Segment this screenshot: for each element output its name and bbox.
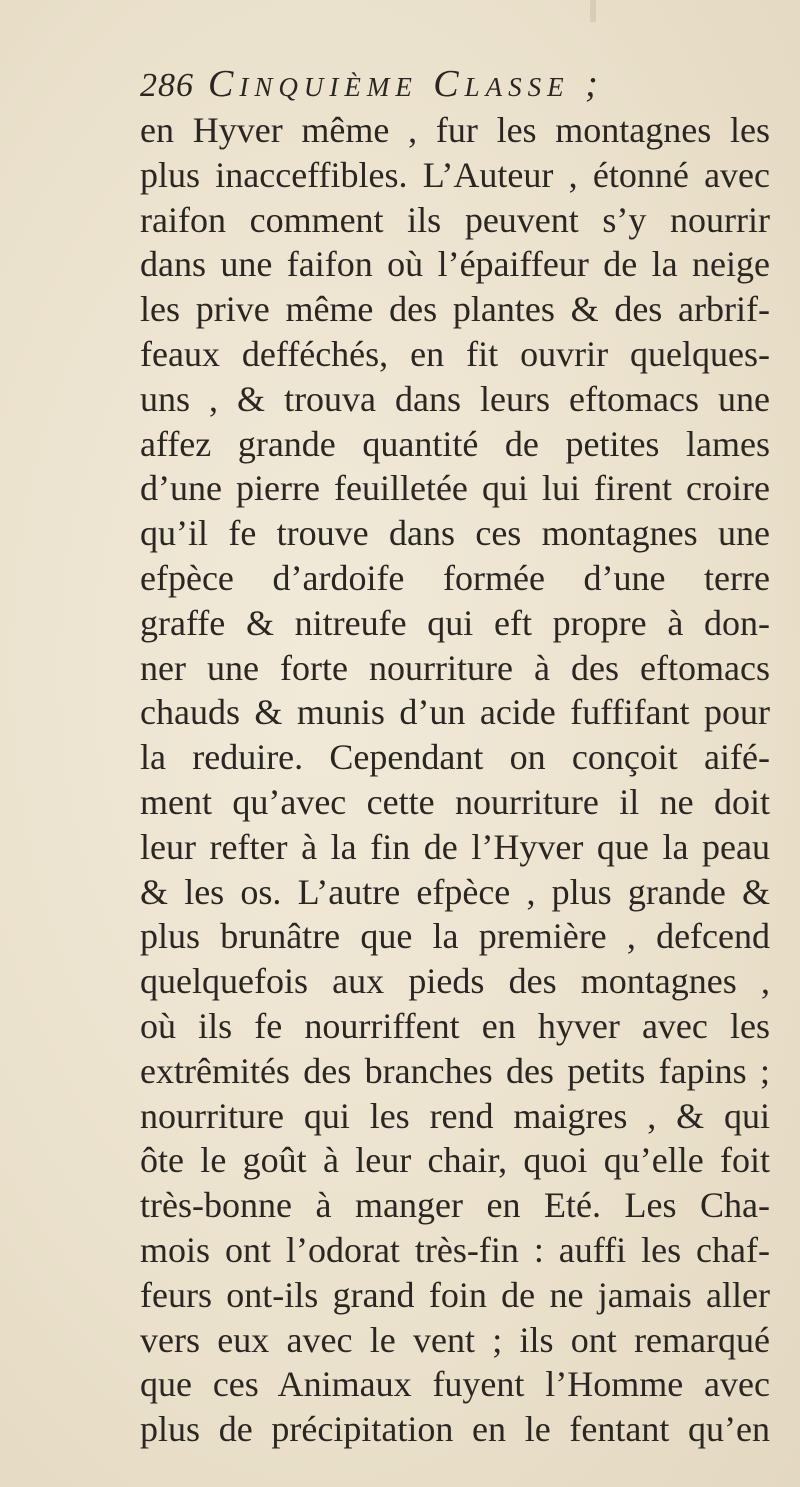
text-line: & les os. L’autre efpèce , plus grande & — [140, 871, 770, 912]
text-line: très-bonne à manger en Eté. Les Cha- — [140, 1185, 770, 1226]
body-text — [140, 108, 770, 1452]
text-line: leur refter à la fin de l’Hyver que la peau — [140, 826, 770, 867]
text-line: efpèce d’ardoife formée d’une terre — [140, 557, 770, 598]
text-line: quelquefois aux pieds des montagnes , — [140, 961, 770, 1002]
text-line: nourriture qui les rend maigres , & qui — [140, 1095, 770, 1136]
text-line: ment qu’avec cette nourriture il ne doit — [140, 781, 770, 822]
text-line: extrêmités des branches des petits fapins ; — [140, 1050, 770, 1091]
text-line: plus brunâtre que la première , defcend — [140, 916, 770, 957]
text-line: chauds & munis d’un acide fuffifant pour — [140, 692, 770, 733]
running-head: Cinquième Classe ; — [208, 63, 604, 105]
text-line: les prive même des plantes & des arbrif- — [140, 289, 770, 330]
text-line: uns , & trouva dans leurs eftomacs une — [140, 378, 770, 419]
text-line: plus de précipitation en le fentant qu’en — [140, 1409, 770, 1450]
text-line: où ils fe nourriffent en hyver avec les — [140, 1005, 770, 1046]
text-line: d’une pierre feuilletée qui lui firent croire — [140, 468, 770, 509]
text-line: graffe & nitreufe qui eft propre à don- — [140, 602, 770, 643]
text-line: feaux defféchés, en fit ouvrir quelques- — [140, 333, 770, 374]
text-line: mois ont l’odorat très-fin : auffi les chaf- — [140, 1229, 770, 1270]
text-line: que ces Animaux fuyent l’Homme avec — [140, 1364, 770, 1405]
text-line: feurs ont-ils grand foin de ne jamais aller — [140, 1274, 770, 1315]
text-line: dans une faifon où l’épaiffeur de la neige — [140, 244, 770, 285]
text-line: raifon comment ils peuvent s’y nourrir — [140, 199, 770, 240]
text-line: ner une forte nourriture à des eftomacs — [140, 647, 770, 688]
text-line: vers eux avec le vent ; ils ont remarqué — [140, 1319, 770, 1360]
text-line: ôte le goût à leur chair, quoi qu’elle foit — [140, 1140, 770, 1181]
text-line: qu’il fe trouve dans ces montagnes une — [140, 513, 770, 554]
paper-mark — [590, 0, 596, 22]
page-number: 286 — [140, 67, 194, 104]
text-line: en Hyver même , fur les montagnes les — [140, 110, 770, 150]
page-header — [140, 62, 760, 112]
text-line: plus inacceffibles. L’Auteur , étonné avec — [140, 154, 770, 195]
text-line: affez grande quantité de petites lames — [140, 423, 770, 464]
text-line: la reduire. Cependant on conçoit aifé- — [140, 737, 770, 778]
